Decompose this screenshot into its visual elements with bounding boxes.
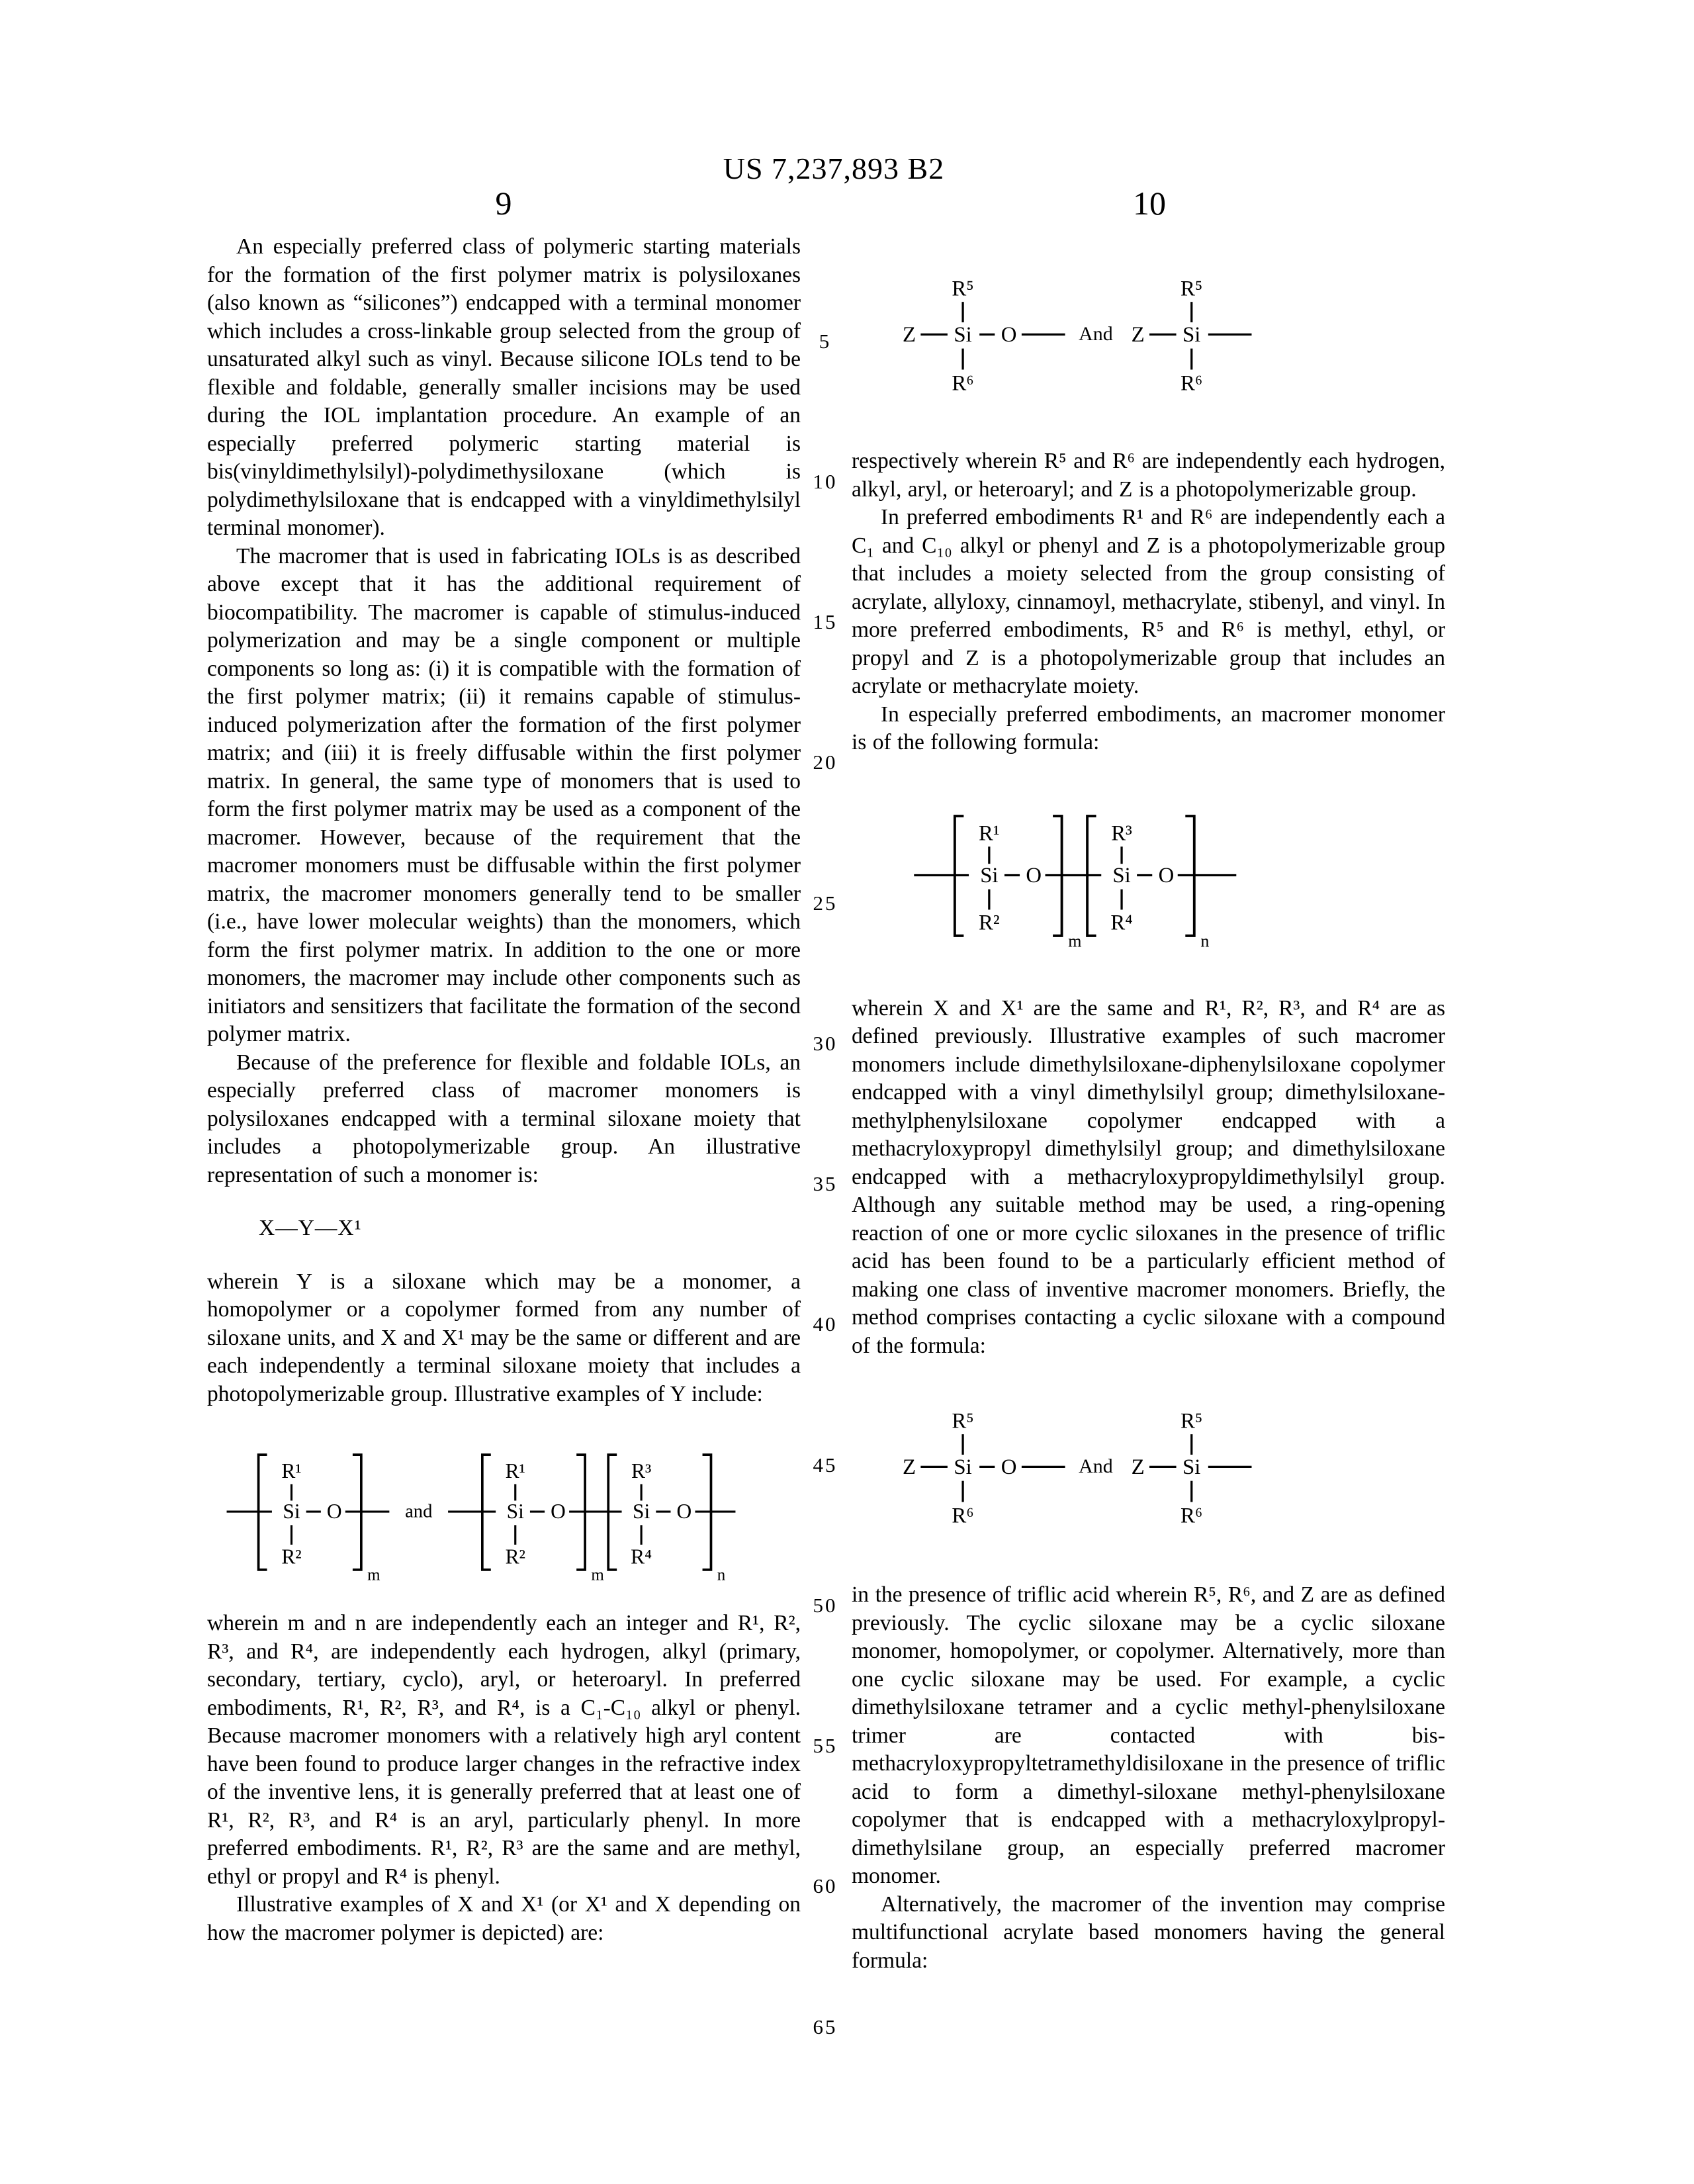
label-o: O bbox=[1158, 863, 1175, 887]
line-number-10: 10 bbox=[813, 470, 838, 493]
right-column bbox=[852, 233, 1445, 1975]
label-si: Si bbox=[980, 863, 999, 887]
para-right-5: in the presence of triflic acid wherein R⁵, R⁶, and Z are as defined previously. The cyclic siloxane may be a cyclic siloxane monomer, homopolymer, or copolymer. Alternatively, more than one cyclic siloxane may be used. For example, a cyclic dimethylsiloxane tetramer and a cyclic methyl-phenylsiloxane trimer are contacted with bis-methacryloxypropyltetramethyldisiloxane in the presence of triflic acid to form a dimethyl-siloxane methyl-phenylsiloxane copolymer that is endcapped with a methacryloxylpropyl-dimethylsilane group, an especially preferred macromer monomer. bbox=[852, 1582, 1445, 1888]
subscript-n: n bbox=[1200, 931, 1210, 950]
label-si: Si bbox=[283, 1500, 300, 1524]
label-r6: R⁶ bbox=[952, 1504, 974, 1528]
label-r6: R⁶ bbox=[1181, 371, 1203, 396]
label-o: O bbox=[1001, 323, 1017, 347]
label-o: O bbox=[551, 1500, 566, 1524]
line-number-60: 60 bbox=[813, 1874, 838, 1897]
para-left-5: wherein m and n are independently each an integer and R¹, R², R³, and R⁴, are independently each hydrogen, alkyl (primary, secondary, tertiary, cyclo), aryl, or heteroaryl. In preferred embodiments, R¹, R², R³, and R⁴, is a C₁-C₁₀ alkyl or phenyl. Because macromer monomers with a relatively high aryl content have been found to produce larger changes in the refractive index of the inventive lens, it is generally preferred that at least one of R¹, R², R³, and R⁴ is an aryl, particularly phenyl. In more preferred embodiments. R¹, R², R³ are the same and are methyl, ethyl or propyl and R⁴ is phenyl. bbox=[207, 1611, 801, 1889]
label-o: O bbox=[676, 1500, 692, 1524]
formula-x-y-x1: X—Y—X¹ bbox=[259, 1216, 362, 1240]
chemical-structure-y-examples bbox=[223, 1439, 739, 1586]
para-left-2: The macromer that is used in fabricating IOLs is as described above except that it has the additional requirement of biocompatibility. The macromer is capable of stimulus-induced polymerization and may be a single component or multiple components so long as: (i) it is compatible with the formation of the first polymer matrix; (ii) it remains capable of stimulus-induced polymerization after the formation of the first polymer matrix; and (iii) it is freely diffusable within the first polymer matrix. In general, the same type of monomers that is used to form the first polymer matrix may be used as a component of the macromer. However, because of the requirement that the macromer monomers must be diffusable within the first polymer matrix, the macromer monomers generally tend to be smaller (i.e., have lower molecular weights) than the monomers, which form the first polymer matrix. In addition to the one or more monomers, the macromer may include other components such as initiators and sensitizers that facilitate the formation of the second polymer matrix. bbox=[207, 543, 801, 1046]
line-number-25: 25 bbox=[813, 891, 838, 915]
line-number-50: 50 bbox=[813, 1594, 838, 1617]
column-number-left: 9 bbox=[495, 185, 512, 222]
label-r3: R³ bbox=[1111, 821, 1132, 846]
label-r5: R⁵ bbox=[1181, 277, 1203, 301]
line-number-35: 35 bbox=[813, 1172, 838, 1195]
para-right-2: In preferred embodiments R¹ and R⁶ are independently each a C₁ and C₁₀ alkyl or phenyl and Z is a photopolymerizable group that includes a moiety selected from the group consisting of acrylate, allyloxy, cinnamoyl, methacrylate, stibenyl, and vinyl. In more preferred embodiments, R⁵ and R⁶ is methyl, ethyl, or propyl and Z is a photopolymerizable group that includes an acrylate or methacrylate moiety. bbox=[852, 505, 1445, 698]
label-o: O bbox=[326, 1500, 342, 1524]
left-column bbox=[207, 233, 801, 1947]
line-number-15: 15 bbox=[813, 610, 838, 633]
label-si: Si bbox=[506, 1500, 524, 1524]
label-r1: R¹ bbox=[505, 1459, 525, 1483]
label-r1: R¹ bbox=[979, 821, 1000, 846]
subscript-m: m bbox=[591, 1566, 604, 1584]
line-number-30: 30 bbox=[813, 1032, 838, 1055]
para-right-1: respectively wherein R⁵ and R⁶ are independently each hydrogen, alkyl, aryl, or heteroaryl; and Z is a photopolymerizable group. bbox=[852, 449, 1445, 502]
label-and: and bbox=[405, 1500, 433, 1522]
label-si: Si bbox=[954, 323, 972, 347]
label-si: Si bbox=[1182, 323, 1201, 347]
label-si: Si bbox=[633, 1500, 650, 1524]
label-si: Si bbox=[1112, 863, 1131, 887]
label-z: Z bbox=[902, 323, 916, 347]
line-number-55: 55 bbox=[813, 1734, 838, 1757]
line-number-40: 40 bbox=[813, 1312, 838, 1336]
subscript-m: m bbox=[1068, 931, 1082, 950]
label-r4: R⁴ bbox=[1110, 910, 1133, 934]
para-left-4: wherein Y is a siloxane which may be a monomer, a homopolymer or a copolymer formed from any number of siloxane units, and X and X¹ may be the same or different and are each independently a terminal siloxane moiety that includes a photopolymerizable group. Illustrative examples of Y include: bbox=[207, 1269, 801, 1406]
label-r2: R² bbox=[505, 1545, 525, 1569]
chemical-structure-macromer-formula bbox=[910, 799, 1267, 952]
label-o: O bbox=[1001, 1455, 1017, 1479]
para-right-4: wherein X and X¹ are the same and R¹, R², R³, and R⁴ are as defined previously. Illustrative examples of such macromer monomers include dimethylsiloxane-diphenylsiloxane copolymer endcapped with a vinyl dimethylsilyl group; dimethylsiloxane-methylphenylsiloxane copolymer endcapped with a methacryloxypropyl dimethylsilyl group; and dimethylsiloxane endcapped with a methacryloxypropyldimethylsilyl group. Although any suitable method may be used, a ring-opening reaction of one or more cyclic siloxanes in the presence of triflic acid has been found to be a particularly efficient method of making one class of inventive macromer monomers. Briefly, the method comprises contacting a cyclic siloxane with a compound of the formula: bbox=[852, 995, 1445, 1358]
para-right-3: In especially preferred embodiments, an macromer monomer is of the following formula: bbox=[852, 702, 1445, 754]
label-r6: R⁶ bbox=[1181, 1504, 1203, 1528]
label-and: And bbox=[1079, 1455, 1113, 1478]
para-left-1: An especially preferred class of polymeric starting materials for the formation of the first polymer matrix is polysiloxanes (also known as “silicones”) endcapped with a terminal monomer which includes a cross-linkable group selected from the group of unsaturated alkyl such as vinyl. Because silicone IOLs tend to be flexible and foldable, generally smaller incisions may be used during the IOL implantation procedure. An example of an especially preferred polymeric starting material is bis(vinyldimethylsilyl)-polydimethysiloxane (which is polydimethylsiloxane that is endcapped with a vinyldimethylsilyl terminal monomer). bbox=[207, 234, 801, 540]
para-right-6: Alternatively, the macromer of the invention may comprise multifunctional acrylate based monomers having the general formula: bbox=[852, 1891, 1445, 1973]
label-r5: R⁵ bbox=[952, 1409, 974, 1433]
label-r2: R² bbox=[281, 1545, 302, 1569]
label-si: Si bbox=[954, 1455, 972, 1479]
label-and: And bbox=[1079, 323, 1113, 345]
line-number-65: 65 bbox=[813, 2015, 838, 2038]
subscript-m: m bbox=[367, 1566, 380, 1584]
label-o: O bbox=[1026, 863, 1042, 887]
chemical-structure-terminal-silane bbox=[890, 263, 1261, 401]
patent-number: US 7,237,893 B2 bbox=[723, 152, 945, 185]
line-number-45: 45 bbox=[813, 1453, 838, 1477]
label-r3: R³ bbox=[631, 1459, 652, 1483]
label-r4: R⁴ bbox=[631, 1545, 652, 1569]
para-left-3: Because of the preference for flexible and foldable IOLs, an especially preferred class of macromer monomers is polysiloxanes endcapped with a terminal siloxane moiety that includes a photopolymerizable group. An illustrative representation of such a monomer is: bbox=[207, 1050, 801, 1187]
line-number-5: 5 bbox=[819, 330, 832, 353]
para-left-6: Illustrative examples of X and X¹ (or X¹ and X depending on how the macromer polymer is depicted) are: bbox=[207, 1892, 801, 1945]
label-r6: R⁶ bbox=[952, 371, 974, 396]
subscript-n: n bbox=[717, 1566, 726, 1584]
label-r5: R⁵ bbox=[952, 277, 974, 301]
column-number-right: 10 bbox=[1133, 185, 1166, 222]
chemical-structure-terminal-silane-repeat bbox=[890, 1396, 1261, 1533]
label-r5: R⁵ bbox=[1181, 1409, 1203, 1433]
label-z: Z bbox=[902, 1455, 916, 1479]
label-si: Si bbox=[1182, 1455, 1201, 1479]
label-r2: R² bbox=[979, 910, 1000, 934]
line-number-20: 20 bbox=[813, 751, 838, 774]
label-r1: R¹ bbox=[281, 1459, 302, 1483]
label-z: Z bbox=[1131, 1455, 1145, 1479]
label-z: Z bbox=[1131, 323, 1145, 347]
